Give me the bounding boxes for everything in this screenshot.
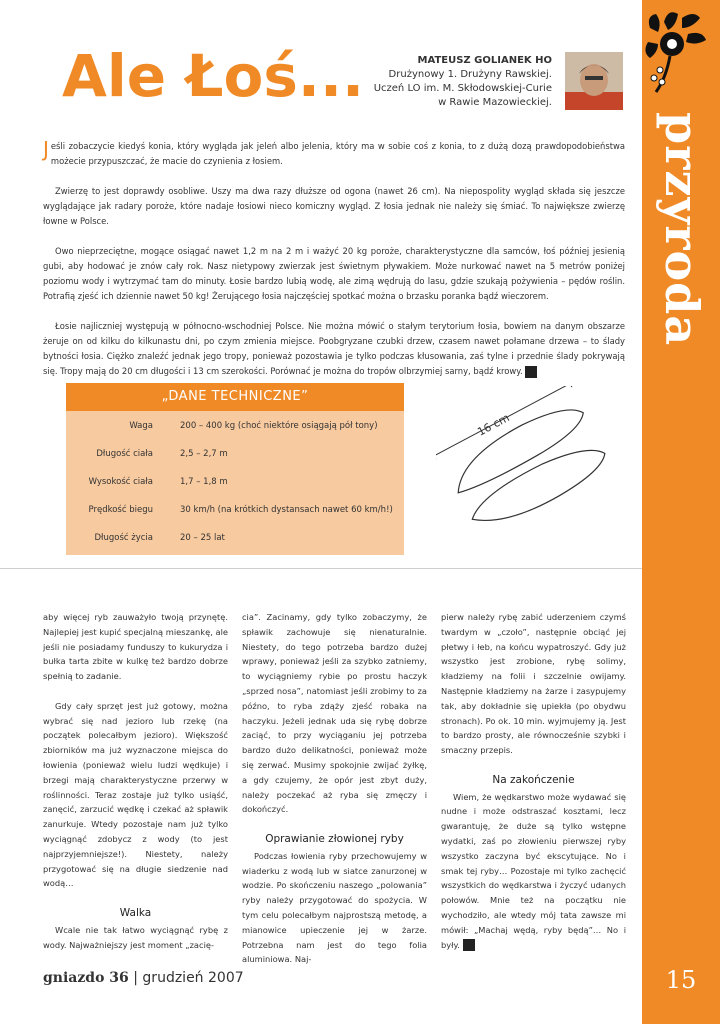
- column-paragraph: cia”. Zacinamy, gdy tylko zobaczymy, że spławik zachowuje się nienaturalnie. Niestety, do tego potrzeba bardzo dużej wprawy, ponieważ jeśli za szybko zatniemy, to wyciągniemy rybie po prostu haczyk „sprzed nosa”, natomiast jeśli zrobimy to za późno, to ryba zdąży zjeść robaka na haczyku. Jeżeli jednak uda się rybę dobrze zaciąć, to przy wyciąganiu jej potrzeba bardzo dużo delikatności, ponieważ może się zerwać. Musimy spokojnie zwijać żyłkę, a gdy czujemy, że opór jest zbyt duży, należy poczekać aż ryba się zmęczy i dokończyć.: [242, 612, 427, 815]
- column-paragraph: Gdy cały sprzęt jest już gotowy, można wybrać się nad jezioro lub rzekę (na początek polecałbym jezioro). Większość zbiorników ma już wyznaczone miejsca do łowienia (ponieważ wielu ludzi wędkuje) i brzegi mają charakterystyczne przerwy w roślinności. Teraz zostaje już tylko usiąść, zanęcić, zarzucić wędkę i czekać aż spławik zanurkuje. Wtedy pozostaje nam już tylko wyciągnąć zdobycz z wody (to jest najprzyjemniejsze!). Niestety, należy przygotować się na długie siedzenie nad wodą…: [43, 700, 228, 889]
- section-divider: [0, 568, 642, 569]
- author-photo: [565, 52, 623, 110]
- tech-row-label: Waga: [129, 421, 153, 431]
- article-title: Ale Łoś...: [62, 42, 365, 110]
- intro-paragraph-text: Zwierzę to jest doprawdy osobliwe. Uszy ma dwa razy dłuższe od ogona (nawet 26 cm). Na niepospolity wygląd składa się jeszcze wyglądające jak radary poroże, które nadaje łosiowi nieco komiczny wygląd. Z łosia jednak nie należy się śmiać. To największe zwierzę łowne w Polsce.: [43, 186, 625, 226]
- tech-row-label: Długość ciała: [96, 449, 153, 459]
- tech-row-value: 30 km/h (na krótkich dystansach nawet 60 km/h!): [180, 505, 393, 515]
- column-paragraph: aby więcej ryb zauważyło twoją przynętę. Najlepiej jest kupić specjalną mieszankę, ale jeśli nie posiadamy funduszy to kukurydza i bułka tarta zbite w kulkę też bardzo dobrze spełnią to zadanie.: [43, 612, 228, 682]
- moose-track-sketch: [436, 386, 628, 562]
- tech-row: [66, 449, 404, 465]
- intro-text: [43, 139, 625, 394]
- column-paragraph: Wcale nie tak łatwo wyciągnąć rybę z wody. Najważniejszy jest moment „zacię-: [43, 924, 228, 950]
- intro-paragraph: [43, 244, 625, 304]
- text-column: [441, 610, 626, 967]
- tech-row-value: 1,7 – 1,8 m: [180, 477, 228, 487]
- page-number: 15: [665, 966, 697, 994]
- intro-paragraph-text: Owo nieprzeciętne, mogące osiągać nawet 1,2 m na 2 m i ważyć 20 kg poroże, charakterystyczne dla samców, łoś później jesienią gubi, aby hodować je znów cały rok. Nasz nietypowy zwierzak jest świetnym pływakiem. Może nurkować nawet na 5 metrów poniżej poziomu wody i wytrzymać tam do minuty. Łosie bardzo lubią wodę, ale zimą wędrują do lasu, gdzie szukają pożywienia – pędów roślin. Potrafią zjeść ich dziennie nawet 50 kg! Żerującego łosia najczęściej spotkać można o brzasku poranka bądź wieczorem.: [43, 246, 625, 301]
- tech-row: [66, 533, 404, 549]
- column-paragraph: Podczas łowienia ryby przechowujemy w wiaderku z wodą lub w siatce zanurzonej w wodzie. Po skończeniu naszego „polowania” ryby należy przygotować do spożycia. W tym celu polecałbym najprostszą metodę, a mianowice upieczenie jej w żarze. Potrzebna nam jest do tego folia aluminiowa. Naj-: [242, 850, 427, 965]
- pen-end-icon: ✎: [463, 939, 475, 951]
- author-info: [360, 54, 552, 110]
- section-label: przyroda: [655, 112, 709, 347]
- flower-ornament-icon: [642, 8, 708, 100]
- tech-row: [66, 477, 404, 493]
- pen-end-icon: ✎: [525, 366, 537, 378]
- author-line: Uczeń LO im. M. Skłodowskiej-Curie: [373, 83, 552, 94]
- subheading: Na zakończenie: [492, 773, 575, 786]
- tech-row-label: Długość życia: [94, 533, 153, 543]
- tech-row-value: 20 – 25 lat: [180, 533, 225, 543]
- intro-paragraph: [43, 139, 625, 169]
- tech-row-label: Prędkość biegu: [88, 505, 153, 515]
- tech-row-label: Wysokość ciała: [88, 477, 153, 487]
- column-paragraph: pierw należy rybę zabić uderzeniem czymś twardym w „czoło”, następnie obciąć jej płetwy i łeb, na końcu wypatroszyć. Gdy już wszystko jest zrobione, rybę solimy, kładziemy na folii i szczelnie owijamy. Następnie kładziemy na żarze i zasypujemy tak, aby dokładnie się upiekła (po obydwu stronach). Po ok. 10 min. wyjmujemy ją. Jest to bardzo prosty, ale równocześnie szybki i smaczny przepis.: [441, 612, 626, 756]
- tech-row: [66, 421, 404, 437]
- tech-data-table: [66, 383, 404, 555]
- author-name: MATEUSZ GOLIANEK HO: [417, 55, 552, 66]
- subheading: Walka: [119, 906, 152, 919]
- intro-paragraph-text: Łosie najliczniej występują w północno-wschodniej Polsce. Nie można mówić o stałym terytorium łosia, bowiem na danym obszarze żeruje on od kilku do kilkunastu dni, po czym zmienia miejsce. Poobgryzane czubki drzew, czasem nawet połamane drzewa – to ślady bytności łosia. Ciężko znaleźć jednak jego tropy, ponieważ pozostawia je tylko podczas kłusowania, zaś tylne i przednie ślady pokrywają się. Tropy mają do 20 cm długości i 13 cm szerokości. Porównać je można do tropów olbrzymiej sarny, bądź krowy.: [43, 321, 625, 376]
- intro-paragraph: [43, 319, 625, 379]
- tech-row-value: 2,5 – 2,7 m: [180, 449, 228, 459]
- text-column: [43, 610, 228, 967]
- author-line: w Rawie Mazowieckiej.: [438, 97, 552, 108]
- magazine-name: gniazdo 36: [43, 970, 129, 986]
- subheading: Oprawianie złowionej ryby: [265, 832, 404, 845]
- intro-paragraph-text: eśli zobaczycie kiedyś konia, który wygląda jak jeleń albo jelenia, który ma w sobie coś z konia, to z dużą dozą prawdopodobieństwa możecie przypuszczać, że macie do czynienia z łosiem.: [50, 141, 625, 166]
- text-column: [242, 610, 427, 982]
- footer-separator: |: [133, 970, 138, 986]
- column-paragraph-text: Wiem, że wędkarstwo może wydawać się nudne i może odstraszać kosztami, lecz gwarantuję, że duże są tylko wstępne wydatki, zaś po złowieniu pierwszej ryby wszystko zaczyna być ekscytujące. No i smak tej ryby… Pozostaje mi tylko zachęcić wszystkich do wędkarstwa i życzyć udanych połowów. Mnie też na początku nie wychodziło, ale wtedy mój tata zawsze mi mówił: „Machaj wędą, ryby będą”… No i były.: [441, 791, 626, 950]
- drop-cap: J: [43, 137, 49, 161]
- sketch-label: 16 cm: [475, 411, 512, 439]
- tech-row-value: 200 – 400 kg (choć niektóre osiągają pół tony): [180, 421, 378, 431]
- column-paragraph: [441, 790, 626, 953]
- author-line: Drużynowy 1. Drużyny Rawskiej.: [388, 69, 552, 80]
- page-footer: [43, 970, 244, 986]
- tech-row: [66, 505, 404, 521]
- tech-table-title: „DANE TECHNICZNE”: [161, 389, 309, 404]
- intro-paragraph: [43, 184, 625, 229]
- author-portrait-icon: [565, 52, 623, 110]
- issue-date: grudzień 2007: [142, 970, 244, 986]
